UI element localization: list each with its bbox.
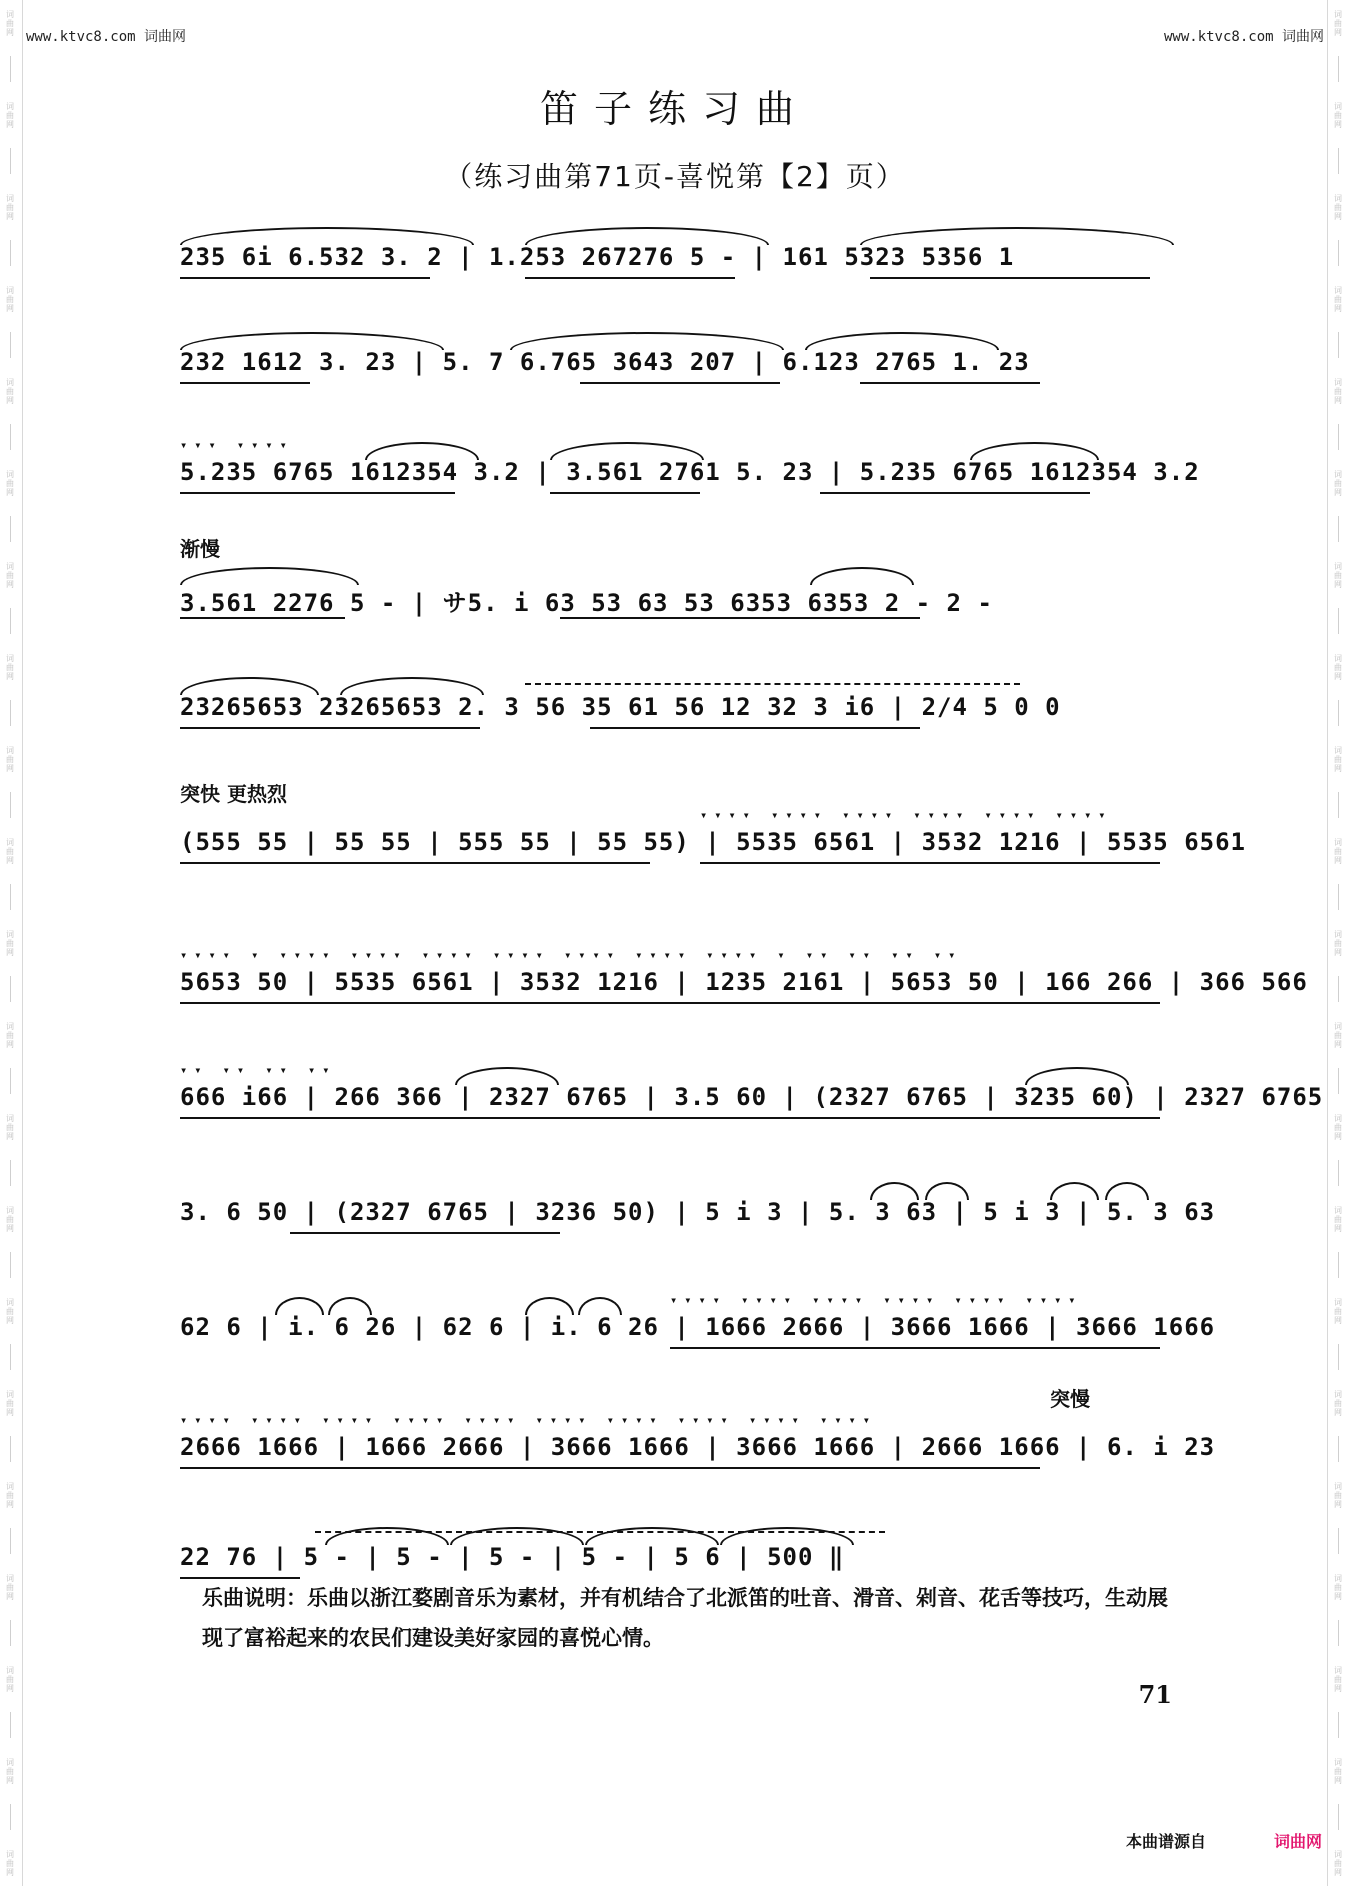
strip-divider	[1338, 240, 1339, 266]
score-line: ▾▾▾▾ ▾▾▾▾ ▾▾▾▾ ▾▾▾▾ ▾▾▾▾ ▾▾▾▾ 62 6 | i. 6 26 | 62 6 | i. 6 26 | 1666 2666 | 3666 1666 | 3666 1666	[180, 1285, 1175, 1355]
strip-watermark: 词 曲 网	[6, 746, 14, 773]
score-notes: (555 55 | 55 55 | 555 55 | 55 55) | 5535 6561 | 3532 1216 | 5535 6561	[180, 828, 1246, 856]
score-line	[180, 1515, 1175, 1585]
strip-watermark: 词 曲 网	[1334, 562, 1342, 589]
strip-divider	[1338, 700, 1339, 726]
footer-site-logo[interactable]: 词曲网	[1273, 1832, 1322, 1851]
strip-divider	[10, 884, 11, 910]
strip-watermark: 词 曲 网	[6, 10, 14, 37]
strip-divider	[1338, 1436, 1339, 1462]
score-line: ▾▾ ▾▾ ▾▾ ▾▾ 666 i66 | 266 366 | 2327 6765 | 3.5 60 | (2327 6765 | 3235 60) | 2327 6765	[180, 1055, 1175, 1125]
strip-watermark: 词 曲 网	[1334, 746, 1342, 773]
strip-watermark: 词 曲 网	[6, 1022, 14, 1049]
strip-watermark: 词 曲 网	[6, 102, 14, 129]
music-description: 乐曲说明：乐曲以浙江婺剧音乐为素材，并有机结合了北派笛的吐音、滑音、剁音、花舌等技巧，生动展现了富裕起来的农民们建设美好家园的喜悦心情。	[202, 1586, 1168, 1650]
strip-watermark: 词 曲 网	[1334, 286, 1342, 313]
strip-watermark: 词 曲 网	[1334, 1758, 1342, 1785]
strip-divider	[1338, 1068, 1339, 1094]
strip-watermark: 词 曲 网	[6, 654, 14, 681]
strip-divider	[10, 1344, 11, 1370]
strip-divider	[10, 424, 11, 450]
strip-watermark: 词 曲 网	[6, 1758, 14, 1785]
score-line: ▾▾▾▾ ▾ ▾▾▾▾ ▾▾▾▾ ▾▾▾▾ ▾▾▾▾ ▾▾▾▾ ▾▾▾▾ ▾▾▾▾ ▾ ▾▾ ▾▾ ▾▾ ▾▾ 5653 50 | 5535 6561 | 3532 1216 | 1235 2161 | 5653 50 | 166 266 | 366 566	[180, 940, 1175, 1010]
strip-divider	[10, 1160, 11, 1186]
strip-divider	[10, 976, 11, 1002]
strip-watermark: 词 曲 网	[6, 1298, 14, 1325]
strip-watermark: 词 曲 网	[6, 1390, 14, 1417]
score-notes: 3.561 2276 5 - | サ5. i 63 53 63 53 6353 6353 2 - 2 -	[180, 589, 993, 617]
strip-watermark: 词 曲 网	[1334, 930, 1342, 957]
footer-source-label: 本曲谱源自	[1125, 1832, 1206, 1851]
score-line	[180, 1170, 1216, 1240]
strip-divider	[1338, 1344, 1339, 1370]
header-site-left[interactable]: www.ktvc8.com 词曲网	[26, 29, 187, 45]
strip-watermark: 词 曲 网	[1334, 378, 1342, 405]
strip-divider	[10, 332, 11, 358]
strip-watermark: 词 曲 网	[6, 286, 14, 313]
score-annotation: 渐慢	[180, 537, 220, 561]
strip-divider	[1338, 332, 1339, 358]
strip-watermark: 词 曲 网	[6, 1206, 14, 1233]
left-decorative-strip	[0, 0, 23, 1886]
strip-divider	[10, 1252, 11, 1278]
score-notes: 5653 50 | 5535 6561 | 3532 1216 | 1235 2161 | 5653 50 | 166 266 | 366 566	[180, 968, 1308, 996]
strip-watermark: 词 曲 网	[6, 1482, 14, 1509]
strip-watermark: 词 曲 网	[1334, 470, 1342, 497]
score-line: ▾▾▾ ▾▾▾▾ 5.235 6765 1612354 3.2 | 3.561 2761 5. 23 | 5.235 6765 1612354 3.2	[180, 430, 1175, 500]
strip-watermark: 词 曲 网	[1334, 838, 1342, 865]
strip-divider	[10, 240, 11, 266]
strip-watermark: 词 曲 网	[6, 1114, 14, 1141]
strip-divider	[10, 608, 11, 634]
score-line	[180, 215, 1175, 285]
score-notes: 22 76 | 5 - | 5 - | 5 - | 5 - | 5 6 | 500 ‖	[180, 1543, 845, 1571]
strip-divider	[1338, 1712, 1339, 1738]
strip-watermark: 词 曲 网	[1334, 1850, 1342, 1877]
strip-divider	[1338, 792, 1339, 818]
strip-watermark: 词 曲 网	[6, 930, 14, 957]
strip-watermark: 词 曲 网	[1334, 1206, 1342, 1233]
strip-divider	[1338, 1252, 1339, 1278]
score-line	[180, 320, 1175, 390]
strip-divider	[1338, 1160, 1339, 1186]
score-notes: 5.235 6765 1612354 3.2 | 3.561 2761 5. 23 | 5.235 6765 1612354 3.2	[180, 458, 1200, 486]
strip-watermark: 词 曲 网	[6, 838, 14, 865]
score-notes: 235 6i 6.532 3. 2 | 1.253 267276 5 - | 161 5323 5356 1	[180, 243, 1015, 271]
strip-watermark: 词 曲 网	[1334, 1574, 1342, 1601]
strip-divider	[10, 1804, 11, 1830]
strip-divider	[1338, 1528, 1339, 1554]
strip-divider	[1338, 1620, 1339, 1646]
page-number: 71	[1138, 1680, 1172, 1709]
strip-watermark: 词 曲 网	[1334, 1390, 1342, 1417]
score-line	[180, 665, 1175, 735]
strip-divider	[1338, 884, 1339, 910]
strip-watermark: 词 曲 网	[6, 1850, 14, 1877]
strip-divider	[10, 1068, 11, 1094]
strip-watermark: 词 曲 网	[6, 1666, 14, 1693]
score-line: 突快 更热烈 ▾▾▾▾ ▾▾▾▾ ▾▾▾▾ ▾▾▾▾ ▾▾▾▾ ▾▾▾▾ (555 55 | 55 55 | 555 55 | 55 55) | 5535 6561 | 3532 1216 | 5535 6561	[180, 800, 1175, 870]
strip-watermark: 词 曲 网	[1334, 102, 1342, 129]
strip-divider	[1338, 1804, 1339, 1830]
strip-watermark: 词 曲 网	[1334, 194, 1342, 221]
score-notes: 232 1612 3. 23 | 5. 7 6.765 3643 207 | 6.123 2765 1. 23	[180, 348, 1030, 376]
score-notes: 23265653 23265653 2. 3 56 35 61 56 12 32 3 i6 | 2/4 5 0 0	[180, 693, 1061, 721]
strip-watermark: 词 曲 网	[6, 470, 14, 497]
score-line	[180, 537, 1175, 625]
strip-divider	[1338, 608, 1339, 634]
score-annotation: 突慢	[1050, 1387, 1090, 1411]
strip-watermark: 词 曲 网	[6, 562, 14, 589]
strip-divider	[10, 1528, 11, 1554]
score-line: 突慢 ▾▾▾▾ ▾▾▾▾ ▾▾▾▾ ▾▾▾▾ ▾▾▾▾ ▾▾▾▾ ▾▾▾▾ ▾▾▾▾ ▾▾▾▾ ▾▾▾▾ 2666 1666 | 1666 2666 | 3666 1666 | 3666 1666 | 2666 1666 | 6. i 23	[180, 1405, 1175, 1475]
strip-divider	[1338, 516, 1339, 542]
strip-watermark: 词 曲 网	[6, 378, 14, 405]
score-notes: 666 i66 | 266 366 | 2327 6765 | 3.5 60 | (2327 6765 | 3235 60) | 2327 6765	[180, 1083, 1324, 1111]
strip-divider	[10, 1620, 11, 1646]
score-notes: 2666 1666 | 1666 2666 | 3666 1666 | 3666 1666 | 2666 1666 | 6. i 23	[180, 1433, 1216, 1461]
strip-watermark: 词 曲 网	[6, 194, 14, 221]
right-decorative-strip	[1327, 0, 1350, 1886]
strip-watermark: 词 曲 网	[1334, 1666, 1342, 1693]
score-notes: 3. 6 50 | (2327 6765 | 3236 50) | 5 i 3 | 5. 3 63 | 5 i 3 | 5. 3 63	[180, 1198, 1216, 1226]
strip-divider	[10, 792, 11, 818]
strip-divider	[10, 1712, 11, 1738]
strip-watermark: 词 曲 网	[6, 1574, 14, 1601]
strip-watermark: 词 曲 网	[1334, 1482, 1342, 1509]
strip-divider	[10, 700, 11, 726]
strip-watermark: 词 曲 网	[1334, 10, 1342, 37]
page-title: 笛子练习曲	[539, 87, 810, 131]
score-notes: 62 6 | i. 6 26 | 62 6 | i. 6 26 | 1666 2666 | 3666 1666 | 3666 1666	[180, 1313, 1216, 1341]
strip-divider	[10, 516, 11, 542]
strip-divider	[1338, 424, 1339, 450]
strip-divider	[1338, 976, 1339, 1002]
page-subtitle: （练习曲第71页-喜悦第【2】页）	[444, 160, 906, 193]
strip-watermark: 词 曲 网	[1334, 1298, 1342, 1325]
strip-watermark: 词 曲 网	[1334, 1114, 1342, 1141]
score-annotation: 突快 更热烈	[180, 782, 287, 806]
header-site-right[interactable]: www.ktvc8.com 词曲网	[1163, 29, 1324, 45]
strip-divider	[10, 1436, 11, 1462]
strip-watermark: 词 曲 网	[1334, 1022, 1342, 1049]
strip-watermark: 词 曲 网	[1334, 654, 1342, 681]
